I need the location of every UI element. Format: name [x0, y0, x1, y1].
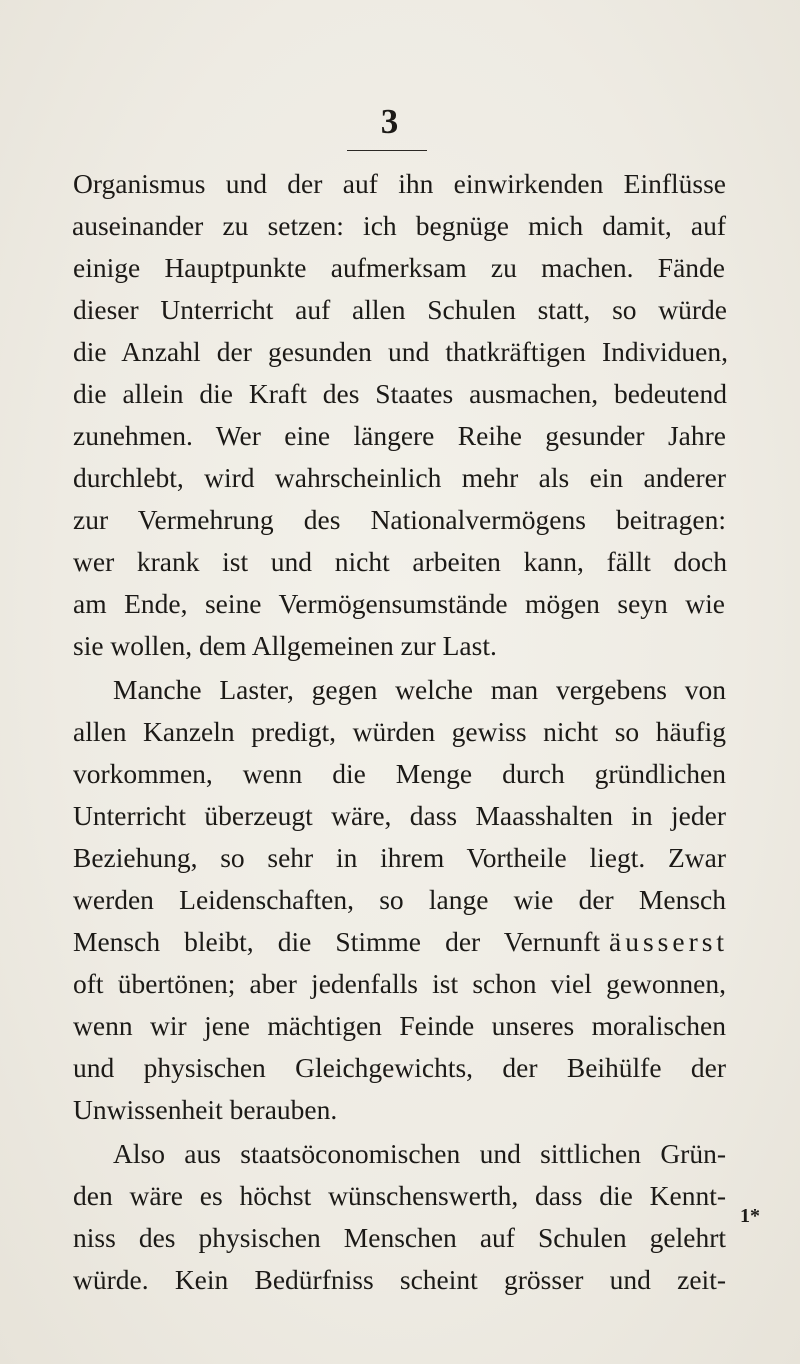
- text-line: auseinander zu setzen: ich begnüge mich damit, auf: [72, 210, 726, 241]
- text-line: sie wollen, dem Allgemeinen zur Last.: [73, 630, 497, 661]
- page-number: 3: [380, 102, 400, 141]
- text-line: die Anzahl der gesunden und thatkräftigen Individuen,: [73, 336, 728, 367]
- text-line: Manche Laster, gegen welche man vergebens von: [113, 674, 726, 705]
- text-line: Also aus staatsöconomischen und sittlichen Grün-: [113, 1138, 726, 1169]
- text-line: und physischen Gleichgewichts, der Beihülfe der: [73, 1052, 726, 1083]
- signature-mark: 1*: [740, 1205, 760, 1227]
- text-line: zunehmen. Wer eine längere Reihe gesunder Jahre: [73, 420, 726, 451]
- text-line: niss des physischen Menschen auf Schulen gelehrt: [73, 1222, 726, 1253]
- text-line: vorkommen, wenn die Menge durch gründlichen: [73, 758, 726, 789]
- text-line: Unwissenheit berauben.: [73, 1094, 338, 1125]
- emphasized-word: äusserst: [609, 926, 729, 957]
- text-line: Mensch bleibt, die Stimme der Vernunft: [73, 926, 600, 957]
- text-line: die allein die Kraft des Staates ausmachen, bedeutend: [73, 378, 727, 409]
- text-line: den wäre es höchst wünschenswerth, dass die Kennt-: [73, 1180, 726, 1211]
- text-line: einige Hauptpunkte aufmerksam zu machen. Fände: [73, 252, 725, 283]
- text-line: wenn wir jene mächtigen Feinde unseres moralischen: [73, 1010, 726, 1041]
- text-line: wer krank ist und nicht arbeiten kann, fällt doch: [73, 546, 727, 577]
- text-line: Beziehung, so sehr in ihrem Vortheile liegt. Zwar: [73, 842, 726, 873]
- text-line: dieser Unterricht auf allen Schulen statt, so würde: [73, 294, 727, 325]
- text-line: am Ende, seine Vermögensumstände mögen seyn wie: [73, 588, 725, 619]
- text-line: Organismus und der auf ihn einwirkenden Einflüsse: [73, 168, 726, 199]
- header-rule: [347, 150, 427, 151]
- text-line: würde. Kein Bedürfniss scheint grösser und zeit-: [73, 1264, 726, 1295]
- text-line: oft übertönen; aber jedenfalls ist schon viel gewonnen,: [73, 968, 726, 999]
- text-line: allen Kanzeln predigt, würden gewiss nicht so häufig: [73, 716, 726, 747]
- text-line: durchlebt, wird wahrscheinlich mehr als ein anderer: [73, 462, 726, 493]
- text-line: Unterricht überzeugt wäre, dass Maasshalten in jeder: [73, 800, 726, 831]
- text-line: zur Vermehrung des Nationalvermögens beitragen:: [73, 504, 726, 535]
- text-line: werden Leidenschaften, so lange wie der Mensch: [73, 884, 726, 915]
